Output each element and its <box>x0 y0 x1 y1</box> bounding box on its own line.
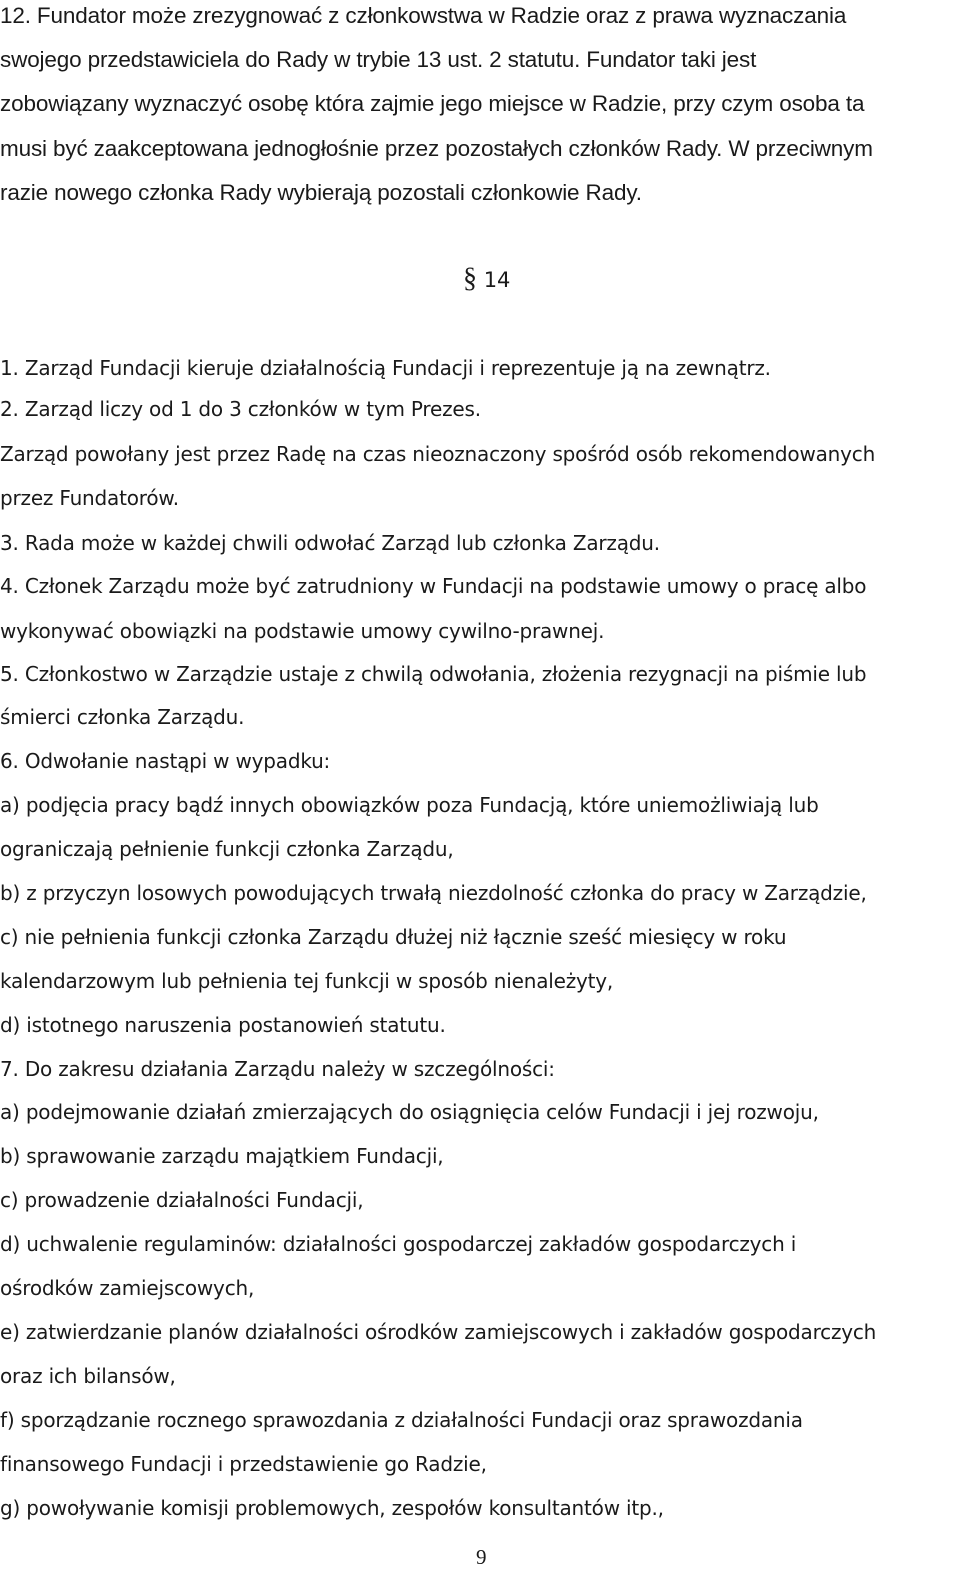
section-14-line: ośrodków zamiejscowych, <box>0 1276 255 1300</box>
section-14-line: b) z przyczyn losowych powodujących trwałą niezdolność członka do pracy w Zarządzie, <box>0 881 867 905</box>
section-14-line: przez Fundatorów. <box>0 486 179 510</box>
section-14-line: ograniczają pełnienie funkcji członka Zarządu, <box>0 837 454 861</box>
section-14-line: 7. Do zakresu działania Zarządu należy w szczególności: <box>0 1057 555 1081</box>
section-14-line: kalendarzowym lub pełnienia tej funkcji w sposób nienależyty, <box>0 969 614 993</box>
paragraph-12-line: razie nowego członka Rady wybierają pozostali członkowie Rady. <box>0 180 642 205</box>
section-number: 14 <box>483 268 511 292</box>
section-14-line: 3. Rada może w każdej chwili odwołać Zarząd lub członka Zarządu. <box>0 531 660 555</box>
section-14-line: finansowego Fundacji i przedstawienie go Radzie, <box>0 1452 487 1476</box>
section-14-line: c) prowadzenie działalności Fundacji, <box>0 1188 364 1212</box>
section-14-line: d) uchwalenie regulaminów: działalności gospodarczej zakładów gospodarczych i <box>0 1232 797 1256</box>
paragraph-12-line: musi być zaakceptowana jednogłośnie przez pozostałych członków Rady. W przeciwnym <box>0 136 873 161</box>
paragraph-12-line: zobowiązany wyznaczyć osobę która zajmie jego miejsce w Radzie, przy czym osoba ta <box>0 91 865 116</box>
section-14-line: śmierci członka Zarządu. <box>0 705 245 729</box>
section-14-line: f) sporządzanie rocznego sprawozdania z działalności Fundacji oraz sprawozdania <box>0 1408 803 1432</box>
section-14-line: 4. Członek Zarządu może być zatrudniony w Fundacji na podstawie umowy o pracę albo <box>0 574 867 598</box>
page-number: 9 <box>476 1545 487 1569</box>
section-14-line: c) nie pełnienia funkcji członka Zarządu dłużej niż łącznie sześć miesięcy w roku <box>0 925 787 949</box>
section-14-line: wykonywać obowiązki na podstawie umowy cywilno-prawnej. <box>0 619 605 643</box>
section-14-line: oraz ich bilansów, <box>0 1364 176 1388</box>
section-14-line: Zarząd powołany jest przez Radę na czas nieoznaczony spośród osób rekomendowanych <box>0 442 876 466</box>
section-14-line: e) zatwierdzanie planów działalności ośrodków zamiejscowych i zakładów gospodarczych <box>0 1320 877 1344</box>
section-sign: § <box>463 263 477 294</box>
paragraph-12-line: swojego przedstawiciela do Rady w trybie 13 ust. 2 statutu. Fundator taki jest <box>0 47 757 72</box>
section-14-line: g) powoływanie komisji problemowych, zespołów konsultantów itp., <box>0 1496 664 1520</box>
section-14-line: b) sprawowanie zarządu majątkiem Fundacji, <box>0 1144 444 1168</box>
section-14-line: 1. Zarząd Fundacji kieruje działalnością Fundacji i reprezentuje ją na zewnątrz. <box>0 356 771 380</box>
section-14-line: 6. Odwołanie nastąpi w wypadku: <box>0 749 331 773</box>
section-14-line: a) podejmowanie działań zmierzających do osiągnięcia celów Fundacji i jej rozwoju, <box>0 1100 819 1124</box>
section-14-line: a) podjęcia pracy bądź innych obowiązków poza Fundacją, które uniemożliwiają lub <box>0 793 819 817</box>
section-14-line: 2. Zarząd liczy od 1 do 3 członków w tym Prezes. <box>0 397 481 421</box>
section-14-line: 5. Członkostwo w Zarządzie ustaje z chwilą odwołania, złożenia rezygnacji na piśmie lub <box>0 662 867 686</box>
paragraph-12-line: 12. Fundator może zrezygnować z członkowstwa w Radzie oraz z prawa wyznaczania <box>0 3 847 28</box>
section-14-line: d) istotnego naruszenia postanowień statutu. <box>0 1013 446 1037</box>
section-heading <box>463 265 510 293</box>
